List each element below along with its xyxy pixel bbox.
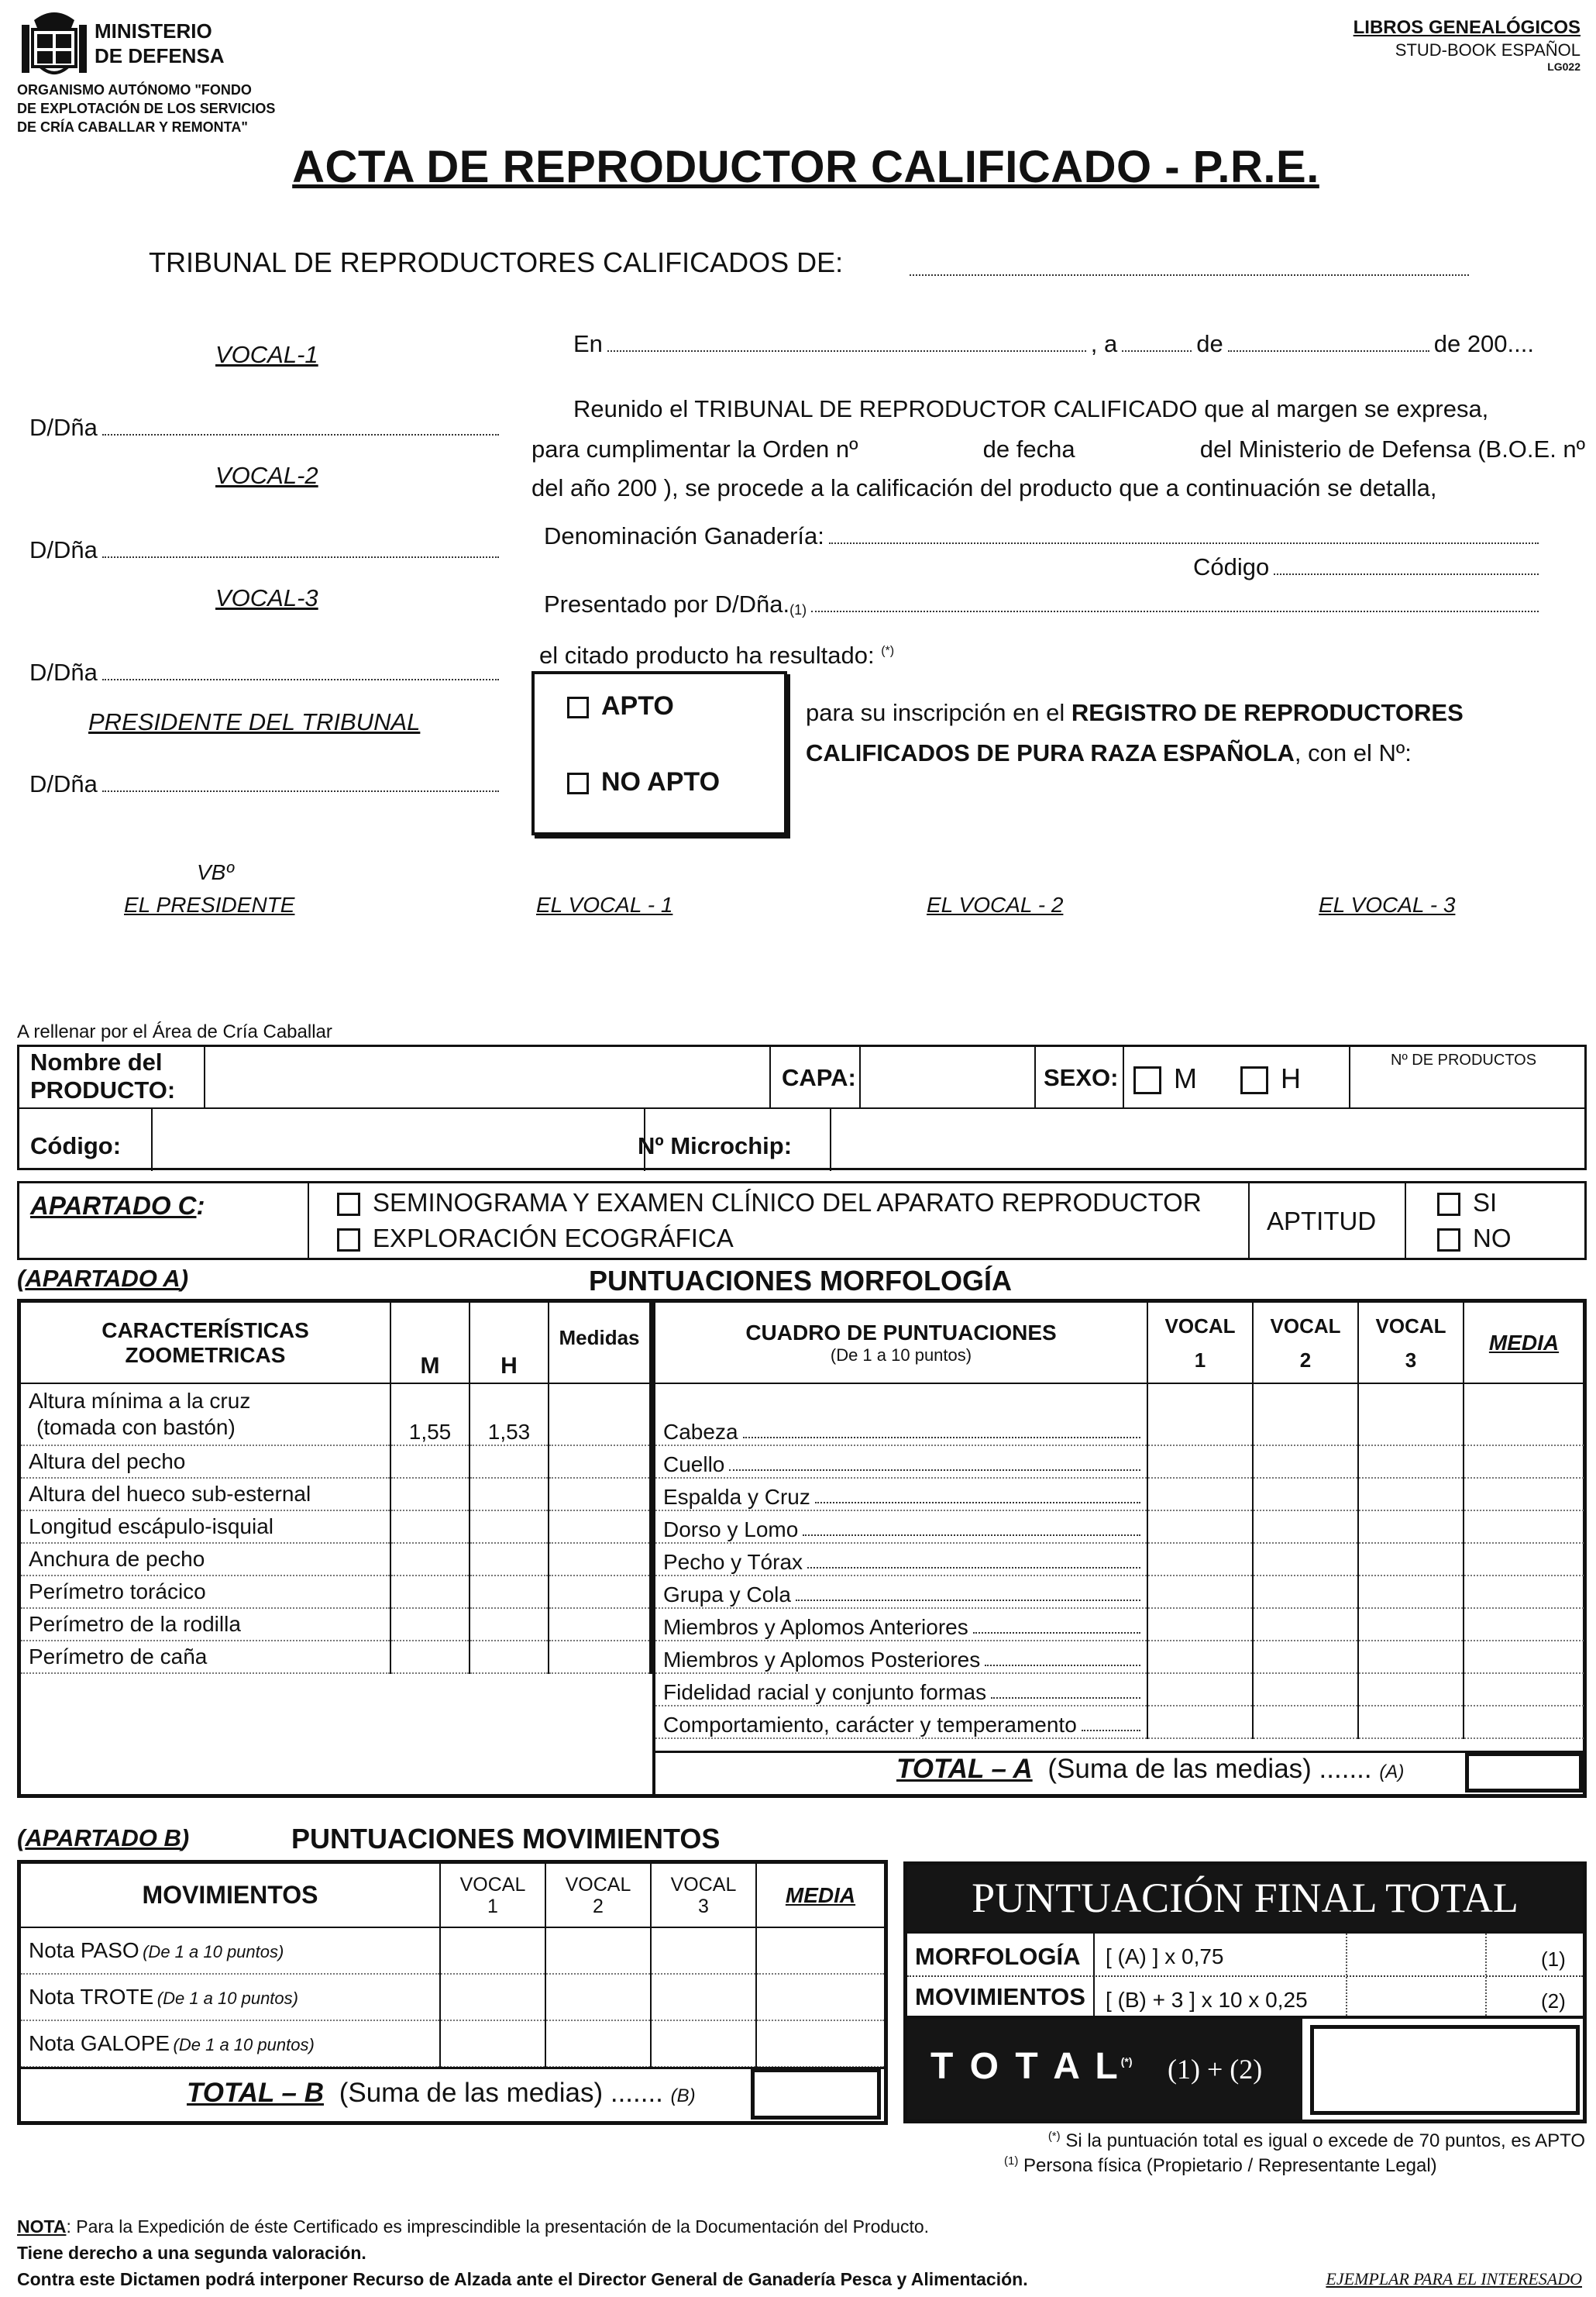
score-vocal1-cell[interactable] (1147, 1576, 1253, 1608)
aptitud-si-checkbox[interactable] (1437, 1193, 1460, 1216)
mov-vocal1-cell[interactable] (440, 1974, 545, 2020)
score-row-label: Grupa y Cola (655, 1576, 1147, 1608)
score-row (655, 1383, 1584, 1445)
score-media-cell[interactable] (1464, 1673, 1584, 1706)
zoo-medidas-cell[interactable] (549, 1608, 651, 1641)
score-row-label: Miembros y Aplomos Anteriores (655, 1608, 1147, 1641)
apartado-c-label: APARTADO C: (30, 1191, 205, 1220)
zoo-medidas-cell[interactable] (549, 1445, 651, 1478)
vocal1-header: VOCAL 1 (1147, 1303, 1253, 1383)
vocal3-label: VOCAL-3 (215, 584, 318, 611)
score-vocal1-cell[interactable] (1147, 1445, 1253, 1478)
zoo-medidas-cell[interactable] (549, 1543, 651, 1576)
signature-vocal2: EL VOCAL - 2 (927, 893, 1064, 917)
score-vocal3-cell[interactable] (1358, 1383, 1464, 1445)
score-row (655, 1641, 1584, 1673)
page-title: ACTA DE REPRODUCTOR CALIFICADO - P.R.E. (292, 142, 1319, 192)
sexo-h-checkbox[interactable] (1240, 1066, 1268, 1094)
zoo-row (21, 1543, 651, 1576)
final-movimientos-tag: (2) (1541, 1989, 1566, 2013)
zoo-m-cell[interactable] (390, 1510, 470, 1543)
result-box (531, 671, 787, 835)
apto-option[interactable]: APTO (567, 691, 674, 721)
score-vocal1-cell[interactable] (1147, 1673, 1253, 1706)
inscripcion-line1: para su inscripción en el REGISTRO DE REPRODUCTORES (806, 699, 1464, 726)
zoo-h-cell[interactable] (470, 1510, 549, 1543)
zoo-h-cell[interactable] (470, 1543, 549, 1576)
ecografica-checkbox[interactable] (337, 1228, 360, 1252)
crest-icon (17, 5, 91, 81)
mov-vocal2-header: VOCAL 2 (545, 1864, 651, 1927)
nombre-input[interactable] (207, 1047, 769, 1107)
zoo-medidas-cell[interactable] (549, 1641, 651, 1673)
zoo-h-cell[interactable]: 1,53 (470, 1383, 549, 1445)
zoometric-table (21, 1303, 652, 1674)
zoo-row (21, 1608, 651, 1641)
zoo-m-cell[interactable] (390, 1445, 470, 1478)
score-vocal2-cell[interactable] (1253, 1383, 1358, 1445)
score-vocal3-cell[interactable] (1358, 1673, 1464, 1706)
scores-table (655, 1303, 1584, 1739)
movimientos-table (21, 1864, 884, 2068)
nota-line1: NOTA: Para la Expedición de éste Certificado es imprescindible la presentación de la Documentación del Producto. (17, 2216, 930, 2237)
col-h-header: H (470, 1303, 549, 1383)
zoo-m-cell[interactable] (390, 1641, 470, 1673)
final-morfologia-formula: [ (A) ] x 0,75 (1106, 1944, 1224, 1968)
final-movimientos-formula: [ (B) + 3 ] x 10 x 0,25 (1106, 1988, 1308, 2012)
zoo-row (21, 1445, 651, 1478)
capa-label: CAPA: (782, 1064, 856, 1091)
media-header: MEDIA (1464, 1303, 1584, 1383)
zoo-row (21, 1383, 651, 1445)
total-b-input[interactable] (751, 2068, 881, 2120)
zoo-row (21, 1576, 651, 1608)
score-row-label: Fidelidad racial y conjunto formas (655, 1673, 1147, 1706)
zoo-h-cell[interactable] (470, 1576, 549, 1608)
zoo-row-label: Altura del hueco sub-esternal (21, 1478, 390, 1510)
form-code: LG022 (1547, 60, 1581, 73)
final-title-bar (907, 1865, 1583, 1930)
libros-title: LIBROS GENEALÓGICOS (1353, 17, 1581, 38)
place-date-line[interactable]: En , a de de 200.... (573, 330, 1534, 357)
tribunal-field[interactable] (910, 273, 1469, 276)
tribunal-label: TRIBUNAL DE REPRODUCTORES CALIFICADOS DE: (149, 246, 844, 278)
seminograma-option[interactable]: SEMINOGRAMA Y EXAMEN CLÍNICO DEL APARATO REPRODUCTOR (337, 1188, 1202, 1217)
signature-presidente: EL PRESIDENTE (124, 893, 295, 917)
total-b-row: TOTAL – B (Suma de las medias) ....... (B) (187, 2078, 696, 2108)
score-row-label: Miembros y Aplomos Posteriores (655, 1641, 1147, 1673)
zoo-m-cell[interactable] (390, 1543, 470, 1576)
score-media-cell[interactable] (1464, 1706, 1584, 1738)
score-row (655, 1478, 1584, 1510)
signature-vocal3: EL VOCAL - 3 (1319, 893, 1456, 917)
zoo-row-label: Perímetro torácico (21, 1576, 390, 1608)
mov-media-cell[interactable] (756, 1974, 884, 2020)
vocal2-header: VOCAL 2 (1253, 1303, 1358, 1383)
score-media-cell[interactable] (1464, 1445, 1584, 1478)
zoo-medidas-cell[interactable] (549, 1383, 651, 1445)
score-row-label: Cuello (655, 1445, 1147, 1478)
nota-line3: Contra este Dictamen podrá interponer Recurso de Alzada ante el Director General de Ganadería Pesca y Alimentación. (17, 2269, 1028, 2289)
president-name[interactable]: D/Dña (29, 770, 504, 798)
mov-vocal1-cell[interactable] (440, 1927, 545, 1974)
apto-checkbox[interactable] (567, 697, 589, 718)
apartado-b-title: PUNTUACIONES MOVIMIENTOS (291, 1823, 721, 1854)
zoo-row-label: Anchura de pecho (21, 1543, 390, 1576)
aptitud-no-checkbox[interactable] (1437, 1228, 1460, 1252)
movimientos-header: MOVIMIENTOS (21, 1864, 440, 1927)
score-row-label: Comportamiento, carácter y temperamento (655, 1706, 1147, 1738)
microchip-input[interactable] (833, 1109, 1584, 1169)
vocal1-label: VOCAL-1 (215, 341, 318, 368)
score-vocal2-cell[interactable] (1253, 1445, 1358, 1478)
nota-line2: Tiene derecho a una segunda valoración. (17, 2243, 366, 2263)
score-media-cell[interactable] (1464, 1478, 1584, 1510)
score-vocal2-cell[interactable] (1253, 1576, 1358, 1608)
mov-vocal2-cell[interactable] (545, 1927, 651, 1974)
score-row (655, 1576, 1584, 1608)
president-label: PRESIDENTE DEL TRIBUNAL (88, 708, 421, 735)
mov-vocal3-cell[interactable] (651, 2020, 756, 2067)
score-row-label: Dorso y Lomo (655, 1510, 1147, 1543)
movimiento-label: Nota PASO (De 1 a 10 puntos) (21, 1927, 440, 1974)
footnote-persona: $^{(1)}$ Persona física (Propietario / Representante Legal) (1004, 2154, 1437, 2176)
capa-input[interactable] (862, 1047, 1033, 1107)
movimiento-row (21, 2020, 884, 2067)
score-media-cell[interactable] (1464, 1641, 1584, 1673)
aptitud-label: APTITUD (1267, 1207, 1377, 1235)
cuadro-header: CUADRO DE PUNTUACIONES (De 1 a 10 puntos) (655, 1303, 1147, 1383)
score-media-cell[interactable] (1464, 1608, 1584, 1641)
zoo-row-label: Longitud escápulo-isquial (21, 1510, 390, 1543)
final-score-box (903, 1861, 1587, 2123)
score-vocal3-cell[interactable] (1358, 1543, 1464, 1576)
final-movimientos-label: MOVIMIENTOS (915, 1983, 1085, 2010)
score-vocal1-cell[interactable] (1147, 1608, 1253, 1641)
movimientos-box (17, 1860, 888, 2125)
zoo-row (21, 1510, 651, 1543)
final-total-input[interactable] (1310, 2025, 1580, 2115)
score-vocal1-cell[interactable] (1147, 1510, 1253, 1543)
score-vocal3-cell[interactable] (1358, 1576, 1464, 1608)
zoo-row (21, 1478, 651, 1510)
seminograma-checkbox[interactable] (337, 1193, 360, 1216)
zoo-h-cell[interactable] (470, 1641, 549, 1673)
score-media-cell[interactable] (1464, 1510, 1584, 1543)
vocal3-name[interactable]: D/Dña (29, 659, 504, 687)
ganaderia-field[interactable]: Denominación Ganadería: (544, 522, 1543, 550)
copy-label: EJEMPLAR PARA EL INTERESADO (1326, 2269, 1582, 2288)
mov-vocal3-cell[interactable] (651, 1974, 756, 2020)
score-media-cell[interactable] (1464, 1383, 1584, 1445)
zoo-m-cell[interactable]: 1,55 (390, 1383, 470, 1445)
score-row-label: Pecho y Tórax (655, 1543, 1147, 1576)
score-row (655, 1510, 1584, 1543)
final-total-label: T O T A L(*) (930, 2046, 1133, 2087)
codigo-input[interactable] (154, 1109, 642, 1169)
final-total-formula: (1) + (2) (1168, 2054, 1263, 2085)
aptitud-si-option[interactable]: SI (1437, 1188, 1497, 1217)
score-row (655, 1673, 1584, 1706)
resultado-label: el citado producto ha resultado: (*) (539, 642, 895, 669)
score-vocal3-cell[interactable] (1358, 1445, 1464, 1478)
mov-vocal3-header: VOCAL 3 (651, 1864, 756, 1927)
paragraph-line1: Reunido el TRIBUNAL DE REPRODUCTOR CALIFICADO que al margen se expresa, (573, 395, 1489, 422)
aptitud-no-option[interactable]: NO (1437, 1224, 1512, 1253)
zoo-row-label: Perímetro de caña (21, 1641, 390, 1673)
signature-vocal1: EL VOCAL - 1 (536, 893, 673, 917)
mov-vocal3-cell[interactable] (651, 1927, 756, 1974)
mov-vocal1-header: VOCAL 1 (440, 1864, 545, 1927)
zoo-row-label: Perímetro de la rodilla (21, 1608, 390, 1641)
paragraph-line2: para cumplimentar la Orden nº de fecha del Ministerio de Defensa (B.O.E. nº (531, 436, 1585, 463)
final-morfologia-label: MORFOLOGÍA (915, 1943, 1081, 1970)
final-morfologia-tag: (1) (1541, 1947, 1566, 1971)
score-vocal1-cell[interactable] (1147, 1641, 1253, 1673)
score-vocal1-cell[interactable] (1147, 1383, 1253, 1445)
final-total-bar (907, 2019, 1302, 2120)
presentado-field[interactable]: Presentado por D/Dña. $_{(1)}$ (544, 591, 1543, 618)
apartado-b-label: (APARTADO B) (17, 1824, 190, 1851)
mov-vocal1-cell[interactable] (440, 2020, 545, 2067)
total-a-input[interactable] (1465, 1752, 1583, 1792)
zoo-medidas-cell[interactable] (549, 1478, 651, 1510)
zoo-row-label: Altura del pecho (21, 1445, 390, 1478)
score-row-label: Espalda y Cruz (655, 1478, 1147, 1510)
col-medidas-header: Medidas (549, 1303, 651, 1383)
apartado-a-title: PUNTUACIONES MORFOLOGÍA (589, 1265, 1012, 1297)
movimiento-label: Nota GALOPE (De 1 a 10 puntos) (21, 2020, 440, 2067)
score-media-cell[interactable] (1464, 1576, 1584, 1608)
mov-vocal2-cell[interactable] (545, 1974, 651, 2020)
vocal2-label: VOCAL-2 (215, 462, 318, 489)
libros-header (1354, 17, 1581, 73)
score-vocal1-cell[interactable] (1147, 1478, 1253, 1510)
sexo-m-option[interactable]: M (1133, 1062, 1197, 1095)
score-media-cell[interactable] (1464, 1543, 1584, 1576)
score-row (655, 1706, 1584, 1738)
movimiento-row (21, 1927, 884, 1974)
zoo-row-label: Altura mínima a la cruz (tomada con bastón) (21, 1383, 390, 1445)
total-a-row: TOTAL – A (Suma de las medias) ....... (A) (896, 1754, 1405, 1784)
ministry-crest (17, 5, 91, 81)
no-apto-checkbox[interactable] (567, 773, 589, 794)
score-vocal2-cell[interactable] (1253, 1510, 1358, 1543)
studbook-subtitle: STUD-BOOK ESPAÑOL (1395, 40, 1581, 60)
score-vocal2-cell[interactable] (1253, 1478, 1358, 1510)
sexo-h-option[interactable]: H (1240, 1062, 1301, 1095)
footnote-apto: (*) Si la puntuación total es igual o excede de 70 puntos, es APTO (1047, 2130, 1585, 2151)
score-row (655, 1543, 1584, 1576)
score-vocal2-cell[interactable] (1253, 1673, 1358, 1706)
zoo-h-cell[interactable] (470, 1445, 549, 1478)
product-box (17, 1045, 1587, 1170)
movimiento-label: Nota TROTE (De 1 a 10 puntos) (21, 1974, 440, 2020)
sexo-label: SEXO: (1044, 1064, 1119, 1091)
ecografica-option[interactable]: EXPLORACIÓN ECOGRÁFICA (337, 1224, 734, 1253)
score-vocal1-cell[interactable] (1147, 1706, 1253, 1738)
score-row (655, 1608, 1584, 1641)
mov-media-cell[interactable] (756, 2020, 884, 2067)
apartado-c-box (17, 1181, 1587, 1260)
morfologia-box (17, 1299, 1587, 1798)
score-vocal1-cell[interactable] (1147, 1543, 1253, 1576)
zoo-row (21, 1641, 651, 1673)
codigo-label: Código: (30, 1132, 122, 1159)
area-note: A rellenar por el Área de Cría Caballar (17, 1021, 332, 1042)
score-row-label: Cabeza (655, 1383, 1147, 1445)
score-vocal2-cell[interactable] (1253, 1641, 1358, 1673)
score-vocal3-cell[interactable] (1358, 1706, 1464, 1738)
final-title: PUNTUACIÓN FINAL TOTAL (972, 1875, 1519, 1921)
vb-label: VBº (197, 860, 234, 884)
score-vocal3-cell[interactable] (1358, 1641, 1464, 1673)
paragraph-line3: del año 200 ), se procede a la calificación del producto que a continuación se detalla, (531, 474, 1437, 501)
microchip-label: Nº Microchip: (638, 1132, 793, 1159)
mov-vocal2-cell[interactable] (545, 2020, 651, 2067)
score-vocal2-cell[interactable] (1253, 1706, 1358, 1738)
score-vocal3-cell[interactable] (1358, 1478, 1464, 1510)
zoo-header: CARACTERÍSTICAS ZOOMETRICAS (21, 1303, 390, 1383)
vocal1-name[interactable]: D/Dña (29, 414, 504, 442)
zoo-h-cell[interactable] (470, 1608, 549, 1641)
zoo-medidas-cell[interactable] (549, 1510, 651, 1543)
zoo-h-cell[interactable] (470, 1478, 549, 1510)
score-vocal3-cell[interactable] (1358, 1608, 1464, 1641)
nombre-label: Nombre del PRODUCTO: (30, 1049, 176, 1104)
col-m-header: M (390, 1303, 470, 1383)
score-vocal3-cell[interactable] (1358, 1510, 1464, 1543)
zoo-m-cell[interactable] (390, 1478, 470, 1510)
ministry-name: MINISTERIO DE DEFENSA (95, 19, 225, 67)
n-productos-label: Nº DE PRODUCTOS (1391, 1052, 1537, 1069)
score-row (655, 1445, 1584, 1478)
no-apto-option[interactable]: NO APTO (567, 767, 720, 797)
movimiento-row (21, 1974, 884, 2020)
inscripcion-line2: CALIFICADOS DE PURA RAZA ESPAÑOLA, con el Nº: (806, 739, 1412, 766)
sexo-m-checkbox[interactable] (1133, 1066, 1161, 1094)
score-vocal2-cell[interactable] (1253, 1608, 1358, 1641)
zoo-m-cell[interactable] (390, 1608, 470, 1641)
apartado-a-label: (APARTADO A) (17, 1265, 189, 1292)
zoo-m-cell[interactable] (390, 1576, 470, 1608)
score-vocal2-cell[interactable] (1253, 1543, 1358, 1576)
vocal2-name[interactable]: D/Dña (29, 536, 504, 564)
mov-media-header: MEDIA (756, 1864, 884, 1927)
vocal3-header: VOCAL 3 (1358, 1303, 1464, 1383)
zoo-medidas-cell[interactable] (549, 1576, 651, 1608)
mov-media-cell[interactable] (756, 1927, 884, 1974)
codigo-field[interactable]: Código (1193, 553, 1543, 581)
org-name: ORGANISMO AUTÓNOMO "FONDO DE EXPLOTACIÓN DE LOS SERVICIOS DE CRÍA CABALLAR Y REMONTA" (17, 82, 276, 135)
